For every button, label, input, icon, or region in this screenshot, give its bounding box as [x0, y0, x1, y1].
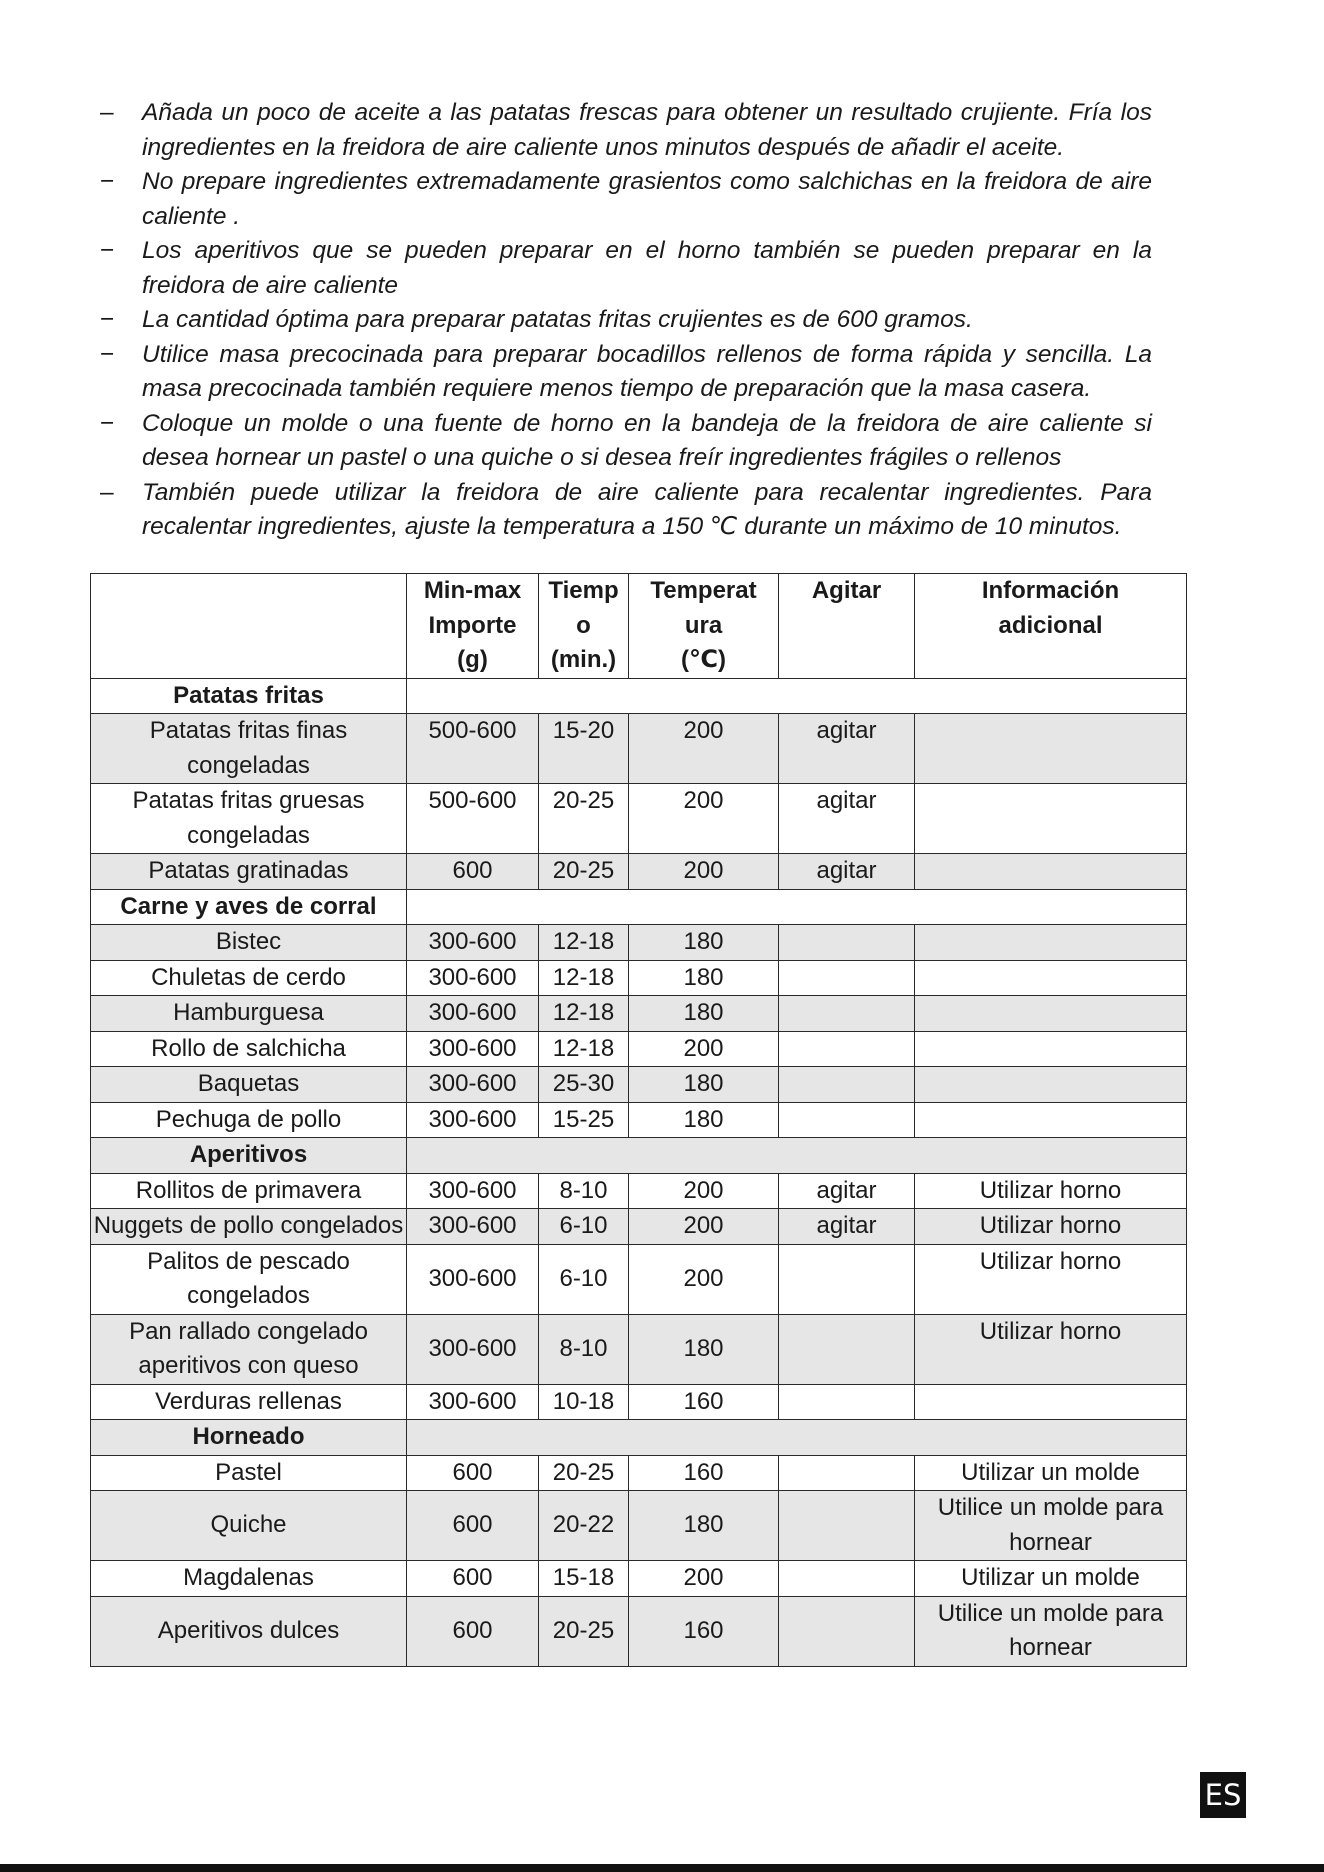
table-cell: agitar: [779, 1209, 915, 1245]
table-cell: 20-25: [539, 784, 629, 854]
table-cell: 20-25: [539, 1596, 629, 1666]
table-cell: Utilizar horno: [915, 1314, 1187, 1384]
table-cell: Utilizar horno: [915, 1173, 1187, 1209]
table-cell: Utilizar un molde: [915, 1561, 1187, 1597]
tip-text: No prepare ingredientes extremadamente grasientos como salchichas en la freidora de aire caliente .: [142, 168, 1152, 230]
section-filler: [407, 1420, 1187, 1456]
table-row: [91, 1561, 1187, 1597]
section-title: Carne y aves de corral: [91, 889, 407, 925]
dash-bullet: −: [100, 409, 115, 437]
table-cell: 180: [629, 925, 779, 961]
table-cell: 180: [629, 1314, 779, 1384]
table-cell: 160: [629, 1455, 779, 1491]
table-cell: [915, 784, 1187, 854]
section-row: [91, 889, 1187, 925]
table-row: [91, 1067, 1187, 1103]
table-cell: Baquetas: [91, 1067, 407, 1103]
table-cell: Patatas gratinadas: [91, 854, 407, 890]
table-cell: [915, 1102, 1187, 1138]
tip-text: Añada un poco de aceite a las patatas frescas para obtener un resultado crujiente. Fría los ingredientes en la freidora de aire caliente unos minutos después de añadir el aceite.: [142, 99, 1152, 161]
table-row: [91, 1244, 1187, 1314]
table-cell: 300-600: [407, 960, 539, 996]
table-cell: 12-18: [539, 925, 629, 961]
table-cell: [915, 1031, 1187, 1067]
table-cell: 300-600: [407, 1102, 539, 1138]
dash-bullet: −: [100, 237, 115, 264]
table-cell: 6-10: [539, 1244, 629, 1314]
table-cell: 200: [629, 1173, 779, 1209]
table-cell: [779, 996, 915, 1032]
section-title: Aperitivos: [91, 1138, 407, 1174]
table-cell: 180: [629, 1067, 779, 1103]
table-cell: [915, 960, 1187, 996]
tip-text: La cantidad óptima para preparar patatas fritas crujientes es de 600 gramos.: [142, 306, 973, 333]
column-header: Temperat ura (℃): [629, 574, 779, 679]
table-cell: [915, 996, 1187, 1032]
table-cell: [779, 1102, 915, 1138]
table-cell: [915, 1067, 1187, 1103]
table-cell: 160: [629, 1596, 779, 1666]
dash-bullet: −: [100, 168, 115, 195]
table-row: [91, 1314, 1187, 1384]
table-row: [91, 1173, 1187, 1209]
tip-item: [100, 165, 1152, 234]
table-cell: 180: [629, 1102, 779, 1138]
table-cell: [915, 714, 1187, 784]
table-cell: 300-600: [407, 1384, 539, 1420]
table-cell: 180: [629, 1491, 779, 1561]
table-cell: 6-10: [539, 1209, 629, 1245]
table-cell: Hamburguesa: [91, 996, 407, 1032]
table-cell: 600: [407, 1455, 539, 1491]
table-cell: [915, 925, 1187, 961]
table-cell: agitar: [779, 784, 915, 854]
table-cell: 20-22: [539, 1491, 629, 1561]
column-header: Tiemp o (min.): [539, 574, 629, 679]
table-cell: 200: [629, 1031, 779, 1067]
cooking-table: [90, 573, 1187, 1667]
table-cell: 300-600: [407, 1173, 539, 1209]
table-cell: 600: [407, 1491, 539, 1561]
tips-list: [100, 96, 1152, 545]
table-cell: 300-600: [407, 996, 539, 1032]
table-row: [91, 1596, 1187, 1666]
table-row: [91, 1102, 1187, 1138]
table-cell: Utilizar un molde: [915, 1455, 1187, 1491]
tip-item: [100, 338, 1152, 407]
table-cell: Utilice un molde para hornear: [915, 1491, 1187, 1561]
table-cell: 12-18: [539, 960, 629, 996]
column-header: Agitar: [779, 574, 915, 679]
table-cell: 160: [629, 1384, 779, 1420]
section-title: Horneado: [91, 1420, 407, 1456]
table-cell: Patatas fritas gruesas congeladas: [91, 784, 407, 854]
table-cell: [779, 960, 915, 996]
table-cell: 300-600: [407, 925, 539, 961]
table-cell: 20-25: [539, 854, 629, 890]
dash-bullet: –: [100, 99, 114, 126]
table-cell: 200: [629, 1561, 779, 1597]
table-cell: 15-25: [539, 1102, 629, 1138]
table-cell: 300-600: [407, 1031, 539, 1067]
table-cell: 200: [629, 1244, 779, 1314]
tip-item: [100, 407, 1152, 476]
section-row: [91, 1420, 1187, 1456]
section-row: [91, 1138, 1187, 1174]
table-cell: 180: [629, 960, 779, 996]
table-row: [91, 714, 1187, 784]
column-header: Información adicional: [915, 574, 1187, 679]
table-cell: Utilizar horno: [915, 1209, 1187, 1245]
table-row: [91, 1031, 1187, 1067]
table-cell: [915, 1384, 1187, 1420]
table-cell: Rollitos de primavera: [91, 1173, 407, 1209]
table-cell: [779, 925, 915, 961]
dash-bullet: −: [100, 340, 115, 368]
table-cell: Pechuga de pollo: [91, 1102, 407, 1138]
table-cell: 200: [629, 1209, 779, 1245]
tip-text: Coloque un molde o una fuente de horno en la bandeja de la freidora de aire caliente si desea hornear un pastel o una quiche o si desea freír ingredientes frágiles o rellenos: [142, 409, 1152, 471]
table-cell: 300-600: [407, 1067, 539, 1103]
table-cell: Magdalenas: [91, 1561, 407, 1597]
table-cell: agitar: [779, 854, 915, 890]
tip-item: [100, 234, 1152, 303]
tip-text: Los aperitivos que se pueden preparar en el horno también se pueden preparar en la freidora de aire caliente: [142, 237, 1152, 299]
table-cell: Bistec: [91, 925, 407, 961]
table-cell: 500-600: [407, 714, 539, 784]
table-row: [91, 1209, 1187, 1245]
table-cell: 300-600: [407, 1244, 539, 1314]
table-cell: [779, 1031, 915, 1067]
section-filler: [407, 1138, 1187, 1174]
table-cell: 600: [407, 1561, 539, 1597]
table-cell: 20-25: [539, 1455, 629, 1491]
dash-bullet: −: [100, 306, 115, 333]
section-filler: [407, 889, 1187, 925]
tip-text: Utilice masa precocinada para preparar bocadillos rellenos de forma rápida y sencilla. La masa precocinada también requiere menos tiempo de preparación que la masa casera.: [142, 340, 1152, 402]
table-cell: 15-18: [539, 1561, 629, 1597]
table-row: [91, 1491, 1187, 1561]
table-cell: [915, 854, 1187, 890]
table-cell: agitar: [779, 714, 915, 784]
table-cell: Verduras rellenas: [91, 1384, 407, 1420]
table-cell: 200: [629, 854, 779, 890]
table-cell: Aperitivos dulces: [91, 1596, 407, 1666]
table-cell: Chuletas de cerdo: [91, 960, 407, 996]
table-cell: agitar: [779, 1173, 915, 1209]
table-cell: Pan rallado congelado aperitivos con queso: [91, 1314, 407, 1384]
table-cell: 500-600: [407, 784, 539, 854]
table-cell: [779, 1561, 915, 1597]
table-cell: [779, 1244, 915, 1314]
table-cell: 300-600: [407, 1314, 539, 1384]
tip-item: [100, 476, 1152, 545]
table-cell: [779, 1455, 915, 1491]
table-cell: 200: [629, 784, 779, 854]
section-filler: [407, 678, 1187, 714]
column-header: Min-max Importe (g): [407, 574, 539, 679]
table-cell: 10-18: [539, 1384, 629, 1420]
table-cell: 600: [407, 854, 539, 890]
table-cell: [779, 1384, 915, 1420]
table-row: [91, 1384, 1187, 1420]
table-row: [91, 960, 1187, 996]
table-cell: [779, 1491, 915, 1561]
tip-text: También puede utilizar la freidora de aire caliente para recalentar ingredientes. Para recalentar ingredientes, ajuste la temperatura a 150 ℃ durante un máximo de 10 minutos.: [142, 478, 1152, 540]
table-cell: Nuggets de pollo congelados: [91, 1209, 407, 1245]
table-cell: 8-10: [539, 1173, 629, 1209]
table-cell: [779, 1067, 915, 1103]
table-cell: 12-18: [539, 1031, 629, 1067]
table-header-row: [91, 574, 1187, 679]
section-row: [91, 678, 1187, 714]
table-row: [91, 925, 1187, 961]
tip-item: [100, 96, 1152, 165]
table-cell: Palitos de pescado congelados: [91, 1244, 407, 1314]
table-cell: Rollo de salchicha: [91, 1031, 407, 1067]
table-cell: 300-600: [407, 1209, 539, 1245]
language-badge: ES: [1200, 1772, 1246, 1818]
table-cell: 600: [407, 1596, 539, 1666]
tip-item: [100, 303, 1152, 338]
table-cell: [779, 1314, 915, 1384]
table-cell: Utilice un molde para hornear: [915, 1596, 1187, 1666]
table-cell: [779, 1596, 915, 1666]
table-row: [91, 784, 1187, 854]
table-cell: 25-30: [539, 1067, 629, 1103]
column-header: [91, 574, 407, 679]
table-row: [91, 996, 1187, 1032]
table-cell: Pastel: [91, 1455, 407, 1491]
table-cell: 8-10: [539, 1314, 629, 1384]
table-cell: Quiche: [91, 1491, 407, 1561]
table-cell: Utilizar horno: [915, 1244, 1187, 1314]
table-row: [91, 1455, 1187, 1491]
table-cell: 200: [629, 714, 779, 784]
section-title: Patatas fritas: [91, 678, 407, 714]
table-cell: 12-18: [539, 996, 629, 1032]
table-cell: 180: [629, 996, 779, 1032]
bottom-rule: [0, 1864, 1324, 1872]
table-cell: 15-20: [539, 714, 629, 784]
table-row: [91, 854, 1187, 890]
dash-bullet: –: [100, 478, 114, 506]
table-cell: Patatas fritas finas congeladas: [91, 714, 407, 784]
